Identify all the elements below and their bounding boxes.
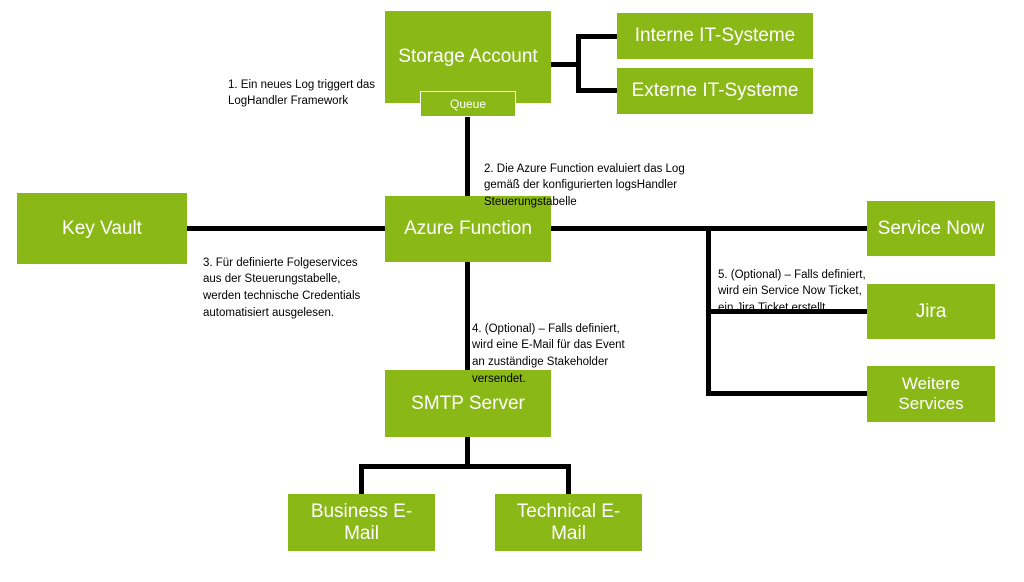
node-jira-label: Jira: [915, 300, 947, 322]
node-queue[interactable]: [420, 91, 516, 117]
note-step-1-text: 1. Ein neues Log triggert das LogHandler Framework: [228, 78, 376, 108]
node-interne-it-systeme[interactable]: [617, 13, 813, 59]
connector-to-weitere-services: [706, 391, 870, 396]
node-key-vault-label: Key Vault: [62, 217, 142, 239]
connector-smtp-branch-vertical: [465, 437, 470, 467]
note-step-1: [228, 60, 383, 110]
node-externe-it-systeme-label: Externe IT-Systeme: [631, 80, 799, 102]
node-technical-email-label: Technical E-Mail: [516, 500, 621, 544]
connector-systems-vertical: [576, 36, 581, 91]
node-queue-label: Queue: [449, 97, 487, 111]
node-weitere-services[interactable]: [867, 366, 995, 422]
connector-azure-function-to-smtp: [465, 262, 470, 372]
note-step-3-text: 3. Für definierte Folgeservices aus der Steuerungstabelle, werden technische Credentials automatisiert ausgelesen.: [203, 256, 361, 319]
note-step-5-text: 5. (Optional) – Falls definiert, wird ein Service Now Ticket, ein Jira Ticket erstellt.: [718, 268, 866, 315]
node-jira[interactable]: [867, 284, 995, 339]
node-weitere-services-label: Weitere Services: [898, 374, 964, 413]
node-business-email-label: Business E-Mail: [310, 500, 413, 544]
note-step-4: [472, 304, 632, 387]
node-smtp-server-label: SMTP Server: [411, 392, 525, 414]
note-step-5: [718, 250, 868, 317]
node-key-vault[interactable]: [17, 193, 187, 264]
node-azure-function-label: Azure Function: [404, 218, 532, 240]
connector-to-externe-it-systeme: [576, 88, 621, 93]
connector-keyvault-to-azure-function: [186, 226, 386, 231]
note-step-4-text: 4. (Optional) – Falls definiert, wird eine E-Mail für das Event an zuständige Stakeholder versendet.: [472, 322, 625, 385]
node-service-now[interactable]: [867, 201, 995, 256]
note-step-3: [203, 238, 368, 321]
connector-queue-to-azure-function: [465, 113, 470, 198]
connector-azure-function-to-services-horizontal: [551, 226, 711, 231]
node-storage-account-label: Storage Account: [398, 46, 538, 68]
node-externe-it-systeme[interactable]: [617, 68, 813, 114]
node-service-now-label: Service Now: [877, 217, 985, 239]
node-interne-it-systeme-label: Interne IT-Systeme: [634, 25, 796, 47]
connector-to-business-email: [359, 464, 364, 496]
connector-smtp-branch-horizontal: [359, 464, 571, 469]
connector-to-interne-it-systeme: [576, 34, 621, 39]
note-step-2-text: 2. Die Azure Function evaluiert das Log gemäß der konfigurierten logsHandler Steuerungstabelle: [484, 162, 685, 209]
node-business-email[interactable]: [288, 494, 435, 551]
connector-to-service-now: [706, 226, 870, 231]
node-storage-account[interactable]: [385, 11, 551, 103]
node-technical-email[interactable]: [495, 494, 642, 551]
note-step-2: [484, 144, 689, 211]
connector-to-technical-email: [566, 464, 571, 496]
